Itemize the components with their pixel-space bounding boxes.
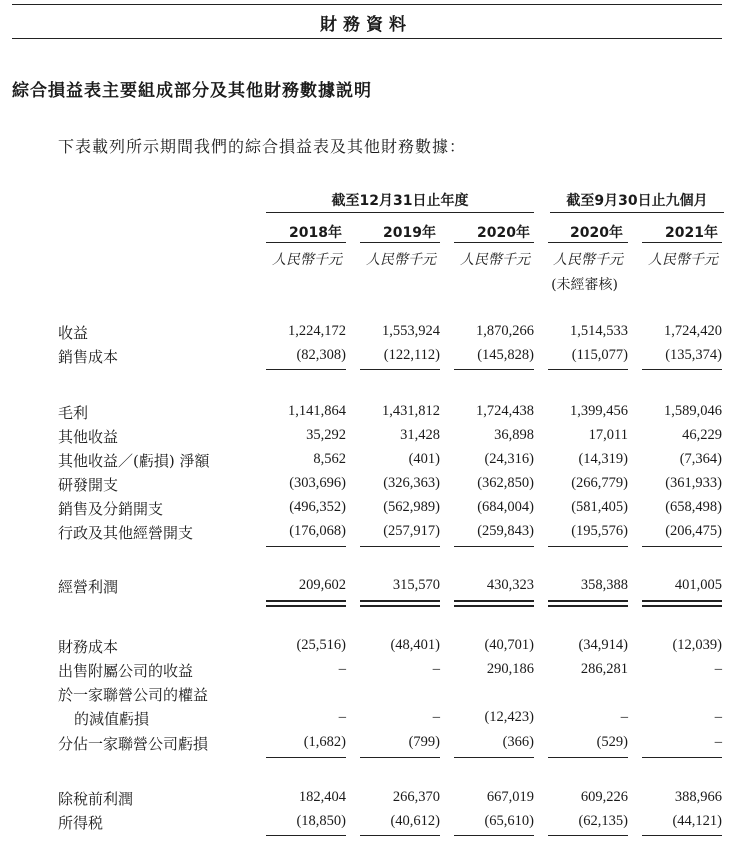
row-label: 出售附屬公司的收益 — [58, 662, 194, 680]
table-cell: 1,553,924 — [382, 323, 440, 339]
column-header-rule — [360, 242, 440, 243]
subtotal-rule — [642, 835, 722, 836]
table-cell: – — [714, 709, 722, 725]
table-cell: (1,682) — [303, 734, 346, 750]
row-label: 毛利 — [58, 404, 89, 422]
table-cell: 31,428 — [400, 427, 440, 443]
table-cell: (266,779) — [571, 475, 628, 491]
table-cell: – — [714, 661, 722, 677]
subtotal-rule — [266, 757, 346, 758]
total-double-rule — [642, 600, 722, 607]
table-cell: (145,828) — [477, 347, 534, 363]
table-cell: 36,898 — [494, 427, 534, 443]
table-cell: (362,850) — [477, 475, 534, 491]
column-year-2020-9m: 2020年 — [570, 225, 623, 241]
table-cell: 1,399,456 — [570, 403, 628, 419]
table-cell: (562,989) — [383, 499, 440, 515]
table-cell: (18,850) — [296, 813, 346, 829]
column-group-nine-months-rule — [550, 212, 724, 213]
subtotal-rule — [548, 757, 628, 758]
table-cell: (684,004) — [477, 499, 534, 515]
table-cell: – — [338, 661, 346, 677]
table-cell: 1,724,438 — [476, 403, 534, 419]
table-cell: (44,121) — [672, 813, 722, 829]
row-label: 所得税 — [58, 814, 104, 832]
column-unit-2020: 人民幣千元 — [460, 252, 530, 268]
column-header-rule — [548, 242, 628, 243]
table-cell: 286,281 — [580, 661, 628, 677]
column-group-nine-months: 截至9月30日止九個月 — [566, 193, 708, 209]
subtotal-rule — [642, 369, 722, 370]
column-year-2019: 2019年 — [383, 225, 436, 241]
column-year-2021-9m: 2021年 — [665, 225, 718, 241]
total-double-rule — [266, 600, 346, 607]
subtotal-rule — [454, 757, 534, 758]
table-cell: – — [432, 661, 440, 677]
table-cell: (259,843) — [477, 523, 534, 539]
table-cell: 358,388 — [580, 577, 628, 593]
table-cell: (65,610) — [484, 813, 534, 829]
table-cell: 209,602 — [298, 577, 346, 593]
table-cell: (34,914) — [578, 637, 628, 653]
table-cell: (24,316) — [484, 451, 534, 467]
row-label: 收益 — [58, 324, 89, 342]
table-cell: 17,011 — [588, 427, 628, 443]
table-cell: (40,701) — [484, 637, 534, 653]
table-cell: (12,039) — [672, 637, 722, 653]
table-cell: (303,696) — [289, 475, 346, 491]
subtotal-rule — [642, 546, 722, 547]
table-cell: 609,226 — [580, 789, 628, 805]
table-cell: – — [338, 709, 346, 725]
row-label: 其他收益 — [58, 428, 119, 446]
table-cell: 315,570 — [392, 577, 440, 593]
row-label: 除稅前利潤 — [58, 790, 134, 808]
row-label: 經營利潤 — [58, 578, 119, 596]
column-unit-2021-9m: 人民幣千元 — [648, 252, 718, 268]
row-label: 其他收益／(虧損) 淨額 — [58, 452, 210, 470]
column-header-rule — [454, 242, 534, 243]
table-cell: 182,404 — [298, 789, 346, 805]
table-cell: (206,475) — [665, 523, 722, 539]
row-label: 銷售成本 — [58, 348, 119, 366]
table-cell: 1,431,812 — [382, 403, 440, 419]
table-cell: (581,405) — [571, 499, 628, 515]
table-cell: 8,562 — [313, 451, 346, 467]
column-group-annual-rule — [266, 212, 534, 213]
column-header-rule — [266, 242, 346, 243]
table-cell: (176,068) — [289, 523, 346, 539]
subtotal-rule — [548, 369, 628, 370]
table-cell: (658,498) — [665, 499, 722, 515]
table-cell: 1,141,864 — [288, 403, 346, 419]
table-cell: (366) — [502, 734, 534, 750]
column-year-2018: 2018年 — [289, 225, 342, 241]
header-top-rule — [12, 4, 722, 5]
table-cell: (7,364) — [679, 451, 722, 467]
subtotal-rule — [360, 369, 440, 370]
column-year-2020: 2020年 — [477, 225, 530, 241]
column-unit-2019: 人民幣千元 — [366, 252, 436, 268]
table-cell: – — [432, 709, 440, 725]
header-bottom-rule — [12, 38, 722, 39]
row-label: 的減值虧損 — [74, 710, 150, 728]
total-double-rule — [360, 600, 440, 607]
table-cell: – — [714, 734, 722, 750]
table-cell: (401) — [408, 451, 440, 467]
table-cell: (48,401) — [390, 637, 440, 653]
table-cell: (326,363) — [383, 475, 440, 491]
table-cell: (115,077) — [571, 347, 628, 363]
subtotal-rule — [266, 369, 346, 370]
table-cell: (122,112) — [383, 347, 440, 363]
table-cell: (195,576) — [571, 523, 628, 539]
table-cell: 1,224,172 — [288, 323, 346, 339]
row-label: 財務成本 — [58, 638, 119, 656]
table-cell: – — [620, 709, 628, 725]
table-cell: (12,423) — [484, 709, 534, 725]
row-label: 分佔一家聯營公司虧損 — [58, 735, 209, 753]
table-cell: (257,917) — [383, 523, 440, 539]
subtotal-rule — [548, 546, 628, 547]
table-cell: (14,319) — [578, 451, 628, 467]
subtotal-rule — [266, 546, 346, 547]
subtotal-rule — [266, 835, 346, 836]
table-cell: (25,516) — [296, 637, 346, 653]
table-cell: 388,966 — [674, 789, 722, 805]
column-unit-2020-9m: 人民幣千元 — [553, 252, 623, 268]
table-cell: (529) — [596, 734, 628, 750]
row-label: 行政及其他經營開支 — [58, 524, 194, 542]
table-cell: (82,308) — [296, 347, 346, 363]
table-cell: 1,870,266 — [476, 323, 534, 339]
subtotal-rule — [454, 835, 534, 836]
total-double-rule — [548, 600, 628, 607]
table-cell: 35,292 — [306, 427, 346, 443]
column-group-annual: 截至12月31日止年度 — [331, 193, 469, 209]
table-cell: 46,229 — [682, 427, 722, 443]
table-cell: (40,612) — [390, 813, 440, 829]
subtotal-rule — [360, 546, 440, 547]
total-double-rule — [454, 600, 534, 607]
column-note-unaudited: (未經審核) — [551, 277, 618, 293]
subtotal-rule — [360, 835, 440, 836]
table-cell: (62,135) — [578, 813, 628, 829]
subtotal-rule — [548, 835, 628, 836]
table-cell: (799) — [408, 734, 440, 750]
table-cell: 1,514,533 — [570, 323, 628, 339]
subtotal-rule — [360, 757, 440, 758]
table-cell: 430,323 — [486, 577, 534, 593]
table-cell: (496,352) — [289, 499, 346, 515]
table-cell: (361,933) — [665, 475, 722, 491]
page-header-title: 財務資料 — [320, 15, 412, 35]
intro-paragraph: 下表載列所示期間我們的綜合損益表及其他財務數據： — [58, 137, 467, 156]
column-unit-2018: 人民幣千元 — [272, 252, 342, 268]
table-cell: 401,005 — [674, 577, 722, 593]
row-label: 於一家聯營公司的權益 — [58, 686, 209, 704]
subtotal-rule — [454, 369, 534, 370]
table-cell: 667,019 — [486, 789, 534, 805]
table-cell: 1,724,420 — [664, 323, 722, 339]
table-cell: 266,370 — [392, 789, 440, 805]
table-cell: 290,186 — [486, 661, 534, 677]
table-cell: 1,589,046 — [664, 403, 722, 419]
subtotal-rule — [454, 546, 534, 547]
table-cell: (135,374) — [665, 347, 722, 363]
row-label: 研發開支 — [58, 476, 119, 494]
subtotal-rule — [642, 757, 722, 758]
section-title: 綜合損益表主要組成部分及其他財務數據説明 — [12, 81, 372, 101]
column-header-rule — [642, 242, 722, 243]
row-label: 銷售及分銷開支 — [58, 500, 164, 518]
